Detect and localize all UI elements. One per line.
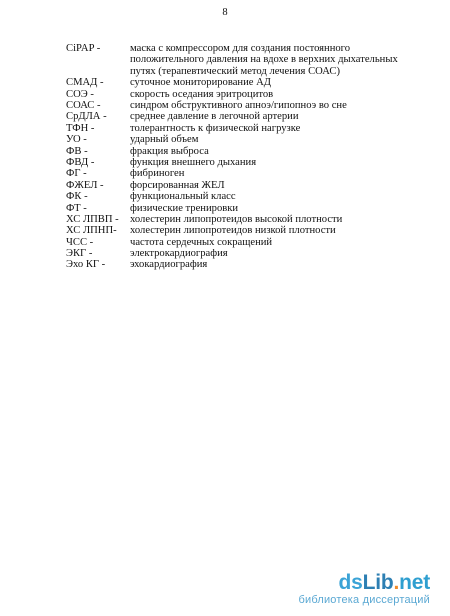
abbreviation-definition: [130, 248, 402, 259]
definition-line: маска с компрессором для создания постоянного: [130, 43, 351, 54]
definition-line: частота сердечных сокращений: [130, 236, 273, 248]
abbreviation-definition: [130, 225, 402, 236]
abbreviation-row: [0, 77, 450, 88]
abbreviation-term: СОАС -: [66, 100, 101, 111]
abbreviation-row: [0, 43, 450, 77]
abbreviation-definition: [130, 157, 402, 168]
definition-line: суточное мониторирование АД: [130, 77, 271, 89]
abbreviation-row: [0, 168, 450, 179]
abbreviation-term: ФК -: [66, 191, 88, 203]
abbreviation-definition: [130, 237, 402, 248]
abbreviation-row: [0, 100, 450, 111]
abbreviation-row: [0, 89, 450, 100]
definition-line: ударный объем: [130, 134, 199, 146]
abbreviation-definition: [130, 168, 402, 179]
definition-line: электрокардиография: [130, 248, 228, 260]
abbreviation-row: [0, 237, 450, 248]
abbreviation-term: ЭКГ -: [66, 248, 93, 260]
definition-line: путях (терапевтический метод лечения СОАС): [130, 65, 340, 77]
watermark: [298, 572, 430, 606]
abbreviation-definition: [130, 191, 402, 202]
definition-line: холестерин липопротеидов высокой плотности: [130, 213, 343, 225]
definition-line: физические тренировки: [130, 202, 239, 214]
abbreviation-term: СрДЛА -: [66, 111, 107, 123]
definition-line: положительного давления на вдохе в верхних дыхательных: [130, 54, 398, 66]
abbreviation-definition: [130, 89, 402, 100]
definition-line: синдром обструктивного апноэ/гипопноэ во сне: [130, 100, 347, 111]
definition-line: форсированная ЖЕЛ: [130, 179, 225, 191]
abbreviation-definition: [130, 203, 402, 214]
logo-part-ds: ds: [338, 571, 363, 594]
definition-line: эхокардиография: [130, 259, 208, 271]
abbreviation-definition: [130, 100, 402, 111]
abbreviation-term: ЧСС -: [66, 236, 94, 248]
abbreviation-row: [0, 157, 450, 168]
abbreviation-definition: [130, 180, 402, 191]
abbreviation-row: [0, 248, 450, 259]
definition-line: холестерин липопротеидов низкой плотности: [130, 225, 336, 237]
abbreviation-row: [0, 259, 450, 270]
definition-line: скорость оседания эритроцитов: [130, 88, 274, 100]
abbreviation-term: ФЖЕЛ -: [66, 179, 104, 191]
page-number: 8: [222, 7, 228, 18]
dslib-logo: [298, 572, 430, 594]
abbreviation-definition: [130, 77, 402, 88]
abbreviation-term: ФГ -: [66, 168, 87, 180]
logo-part-net: net: [399, 571, 430, 594]
abbreviation-term: ФВД -: [66, 156, 95, 168]
abbreviation-term: ФВ -: [66, 145, 88, 157]
abbreviation-row: [0, 134, 450, 145]
abbreviation-term: Эхо КГ -: [66, 259, 106, 271]
abbreviation-definition: [130, 123, 402, 134]
abbreviation-row: [0, 203, 450, 214]
abbreviation-row: [0, 123, 450, 134]
abbreviation-row: [0, 111, 450, 122]
definition-line: функциональный класс: [130, 191, 236, 203]
abbreviation-row: [0, 214, 450, 225]
logo-part-dot: .: [393, 571, 400, 594]
abbreviation-term: СОЭ -: [66, 88, 94, 100]
abbreviation-definition: [130, 214, 402, 225]
abbreviation-row: [0, 180, 450, 191]
abbreviation-term: УО -: [66, 134, 87, 146]
definition-line: фракция выброса: [130, 145, 209, 157]
abbreviation-definition: [130, 146, 402, 157]
logo-part-lib: Lib: [362, 571, 394, 594]
abbreviation-definition: [130, 134, 402, 145]
abbreviation-list: [0, 43, 450, 271]
abbreviation-row: [0, 225, 450, 236]
abbreviation-term: ХС ЛПНП-: [66, 225, 117, 237]
watermark-tagline: библиотека диссертаций: [298, 594, 430, 606]
abbreviation-term: ФТ -: [66, 202, 87, 214]
abbreviation-term: CiPAP -: [66, 43, 101, 54]
abbreviation-term: ХС ЛПВП -: [66, 213, 119, 225]
abbreviation-row: [0, 191, 450, 202]
abbreviation-definition: [130, 111, 402, 122]
abbreviation-definition: [130, 259, 402, 270]
definition-line: среднее давление в легочной артерии: [130, 111, 299, 123]
abbreviation-term: СМАД -: [66, 77, 104, 89]
definition-line: толерантность к физической нагрузке: [130, 122, 301, 134]
abbreviation-definition: [130, 43, 402, 77]
abbreviation-term: ТФН -: [66, 122, 95, 134]
abbreviation-row: [0, 146, 450, 157]
definition-line: фибриноген: [130, 168, 185, 180]
definition-line: функция внешнего дыхания: [130, 156, 257, 168]
